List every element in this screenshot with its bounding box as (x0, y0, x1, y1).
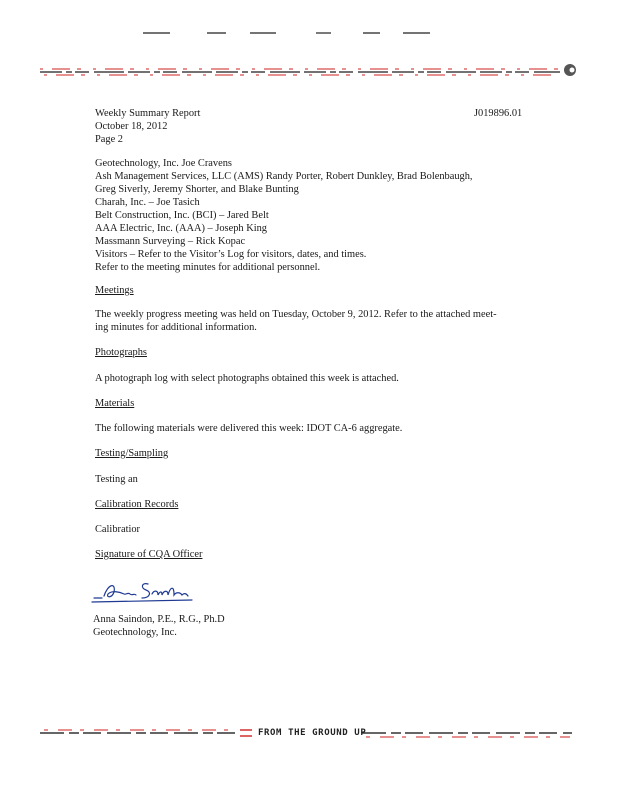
photographs-text: A photograph log with select photographs obtained this week is attached. (95, 373, 399, 384)
calibration-text: Calibratior (95, 524, 141, 535)
personnel-line: Massmann Surveying – Rick Kopac (95, 236, 246, 247)
footer-tagline: FROM THE GROUND UP (258, 728, 367, 738)
materials-heading: Materials (95, 398, 135, 409)
calibration-heading: Calibration Records (95, 499, 179, 510)
personnel-line: Ash Management Services, LLC (AMS) Randy Porter, Robert Dunkley, Brad Bolenbaugh, (95, 171, 473, 182)
signatory-name: Anna Saindon, P.E., R.G., Ph.D (93, 614, 225, 625)
testing-heading: Testing/Sampling (95, 448, 169, 459)
page-number: Page 2 (95, 134, 123, 145)
testing-text: Testing an (95, 474, 138, 485)
personnel-line: AAA Electric, Inc. (AAA) – Joseph King (95, 223, 267, 234)
personnel-line: Greg Siverly, Jeremy Shorter, and Blake Bunting (95, 184, 299, 195)
personnel-line: Geotechnology, Inc. Joe Cravens (95, 158, 232, 169)
document-number: J019896.01 (474, 108, 523, 119)
personnel-line: Charah, Inc. – Joe Tasich (95, 197, 200, 208)
meetings-text: The weekly progress meeting was held on Tuesday, October 9, 2012. Refer to the attached meet- (95, 309, 497, 320)
personnel-line: Visitors – Refer to the Visitor’s Log for visitors, dates, and times. (95, 249, 367, 260)
signatory-company: Geotechnology, Inc. (93, 627, 177, 638)
letterhead-decoration (0, 20, 618, 90)
materials-text: The following materials were delivered this week: IDOT CA-6 aggregate. (95, 423, 403, 434)
meetings-text: ing minutes for additional information. (95, 322, 257, 333)
personnel-line: Belt Construction, Inc. (BCI) – Jared Belt (95, 210, 269, 221)
report-title: Weekly Summary Report (95, 108, 201, 119)
meetings-heading: Meetings (95, 285, 134, 296)
report-date: October 18, 2012 (95, 121, 168, 132)
signature-heading: Signature of CQA Officer (95, 549, 203, 560)
handwritten-signature (90, 576, 200, 606)
photographs-heading: Photographs (95, 347, 147, 358)
personnel-line: Refer to the meeting minutes for additional personnel. (95, 262, 321, 273)
